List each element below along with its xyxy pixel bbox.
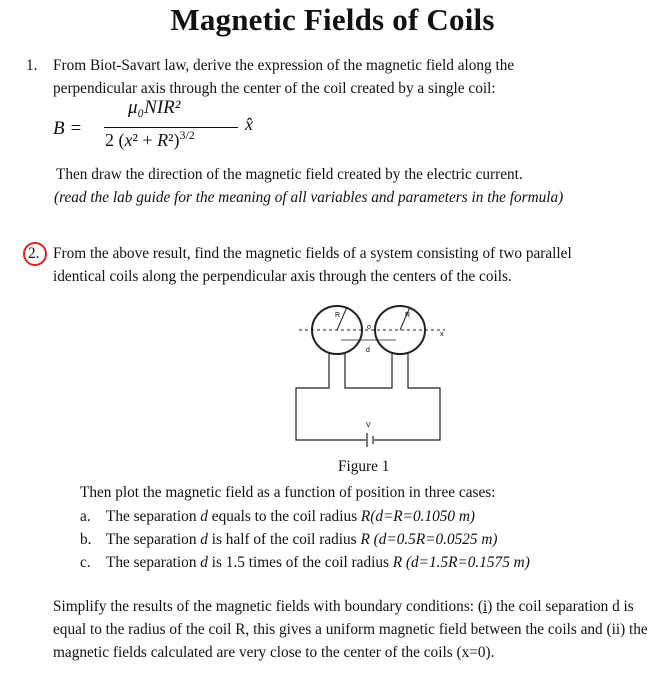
label-d: d [366,347,370,354]
label-x: x [440,331,444,338]
formula-unit-vector: x̂ [245,114,253,134]
formula-denominator: 2 $(x^2 + R^2)^{3/2}$ [105,128,195,150]
question-2-line-1: From the above result, find the magnetic fields of a system consisting of two parallel [53,245,572,262]
simplify-paragraph: Simplify the results of the magnetic fields with boundary conditions: (i) the coil separation d is equal to the radius of the coil R, this gives a uniform magnetic field between the coils and (ii) the magnetic fields calculated are very close to the center of the coils (x=0). [53,598,648,661]
label-V: V [366,422,371,429]
label-o: o [367,324,371,331]
question-2-number: 2. [28,245,40,262]
question-1-line-1: From Biot-Savart law, derive the expression of the magnetic field along the [53,57,515,74]
page-title: Magnetic Fields of Coils [170,2,495,37]
question-2-line-2: identical coils along the perpendicular axis through the centers of the coils. [53,268,512,285]
label-R-left: R [335,312,341,319]
question-1-line-2: perpendicular axis through the center of the coil created by a single coil: [53,80,496,97]
figure-caption: Figure 1 [338,458,390,475]
formula-numerator: μ₀NIR² [128,97,181,118]
question-2-text [53,242,572,288]
question-1-number: 1. [26,57,38,74]
label-R-right: R [405,312,411,319]
coil-circuit-figure [285,292,455,452]
left-coil-lead [329,353,345,372]
circuit-wire [296,372,440,440]
right-coil-lead [392,353,408,372]
question-1-line-3: Then draw the direction of the magnetic field created by the electric current. [56,166,523,183]
question-1-text [53,54,514,100]
formula-lhs: B = [53,118,83,139]
question-1-note: (read the lab guide for the meaning of all variables and parameters in the formula) [54,189,564,206]
plot-intro: Then plot the magnetic field as a function of position in three cases: [80,484,496,501]
